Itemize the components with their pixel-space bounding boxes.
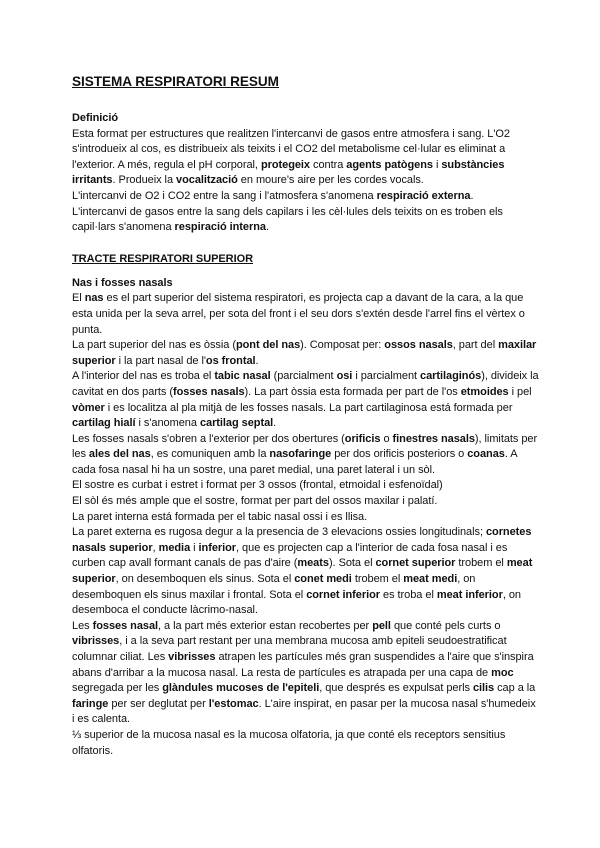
text-run: . <box>470 189 474 202</box>
bold-term: os frontal <box>205 354 256 367</box>
text-run: per ser deglutat per <box>108 697 209 710</box>
text-run: ). La part òssia esta formada per part de l'os <box>244 385 461 398</box>
text-run: i parcialment <box>352 370 421 383</box>
upper-tract-heading: TRACTE RESPIRATORI SUPERIOR <box>72 252 253 265</box>
bold-term: orificis <box>344 432 381 445</box>
bold-term: nasofaringe <box>269 448 332 461</box>
bold-term: moc <box>491 666 514 679</box>
bold-term: respiració interna <box>174 221 266 234</box>
text-run: ). Composat per: <box>300 339 385 352</box>
text-run: , <box>152 541 159 554</box>
text-run: , i a la seva part restant per una membrana mucosa amb epiteli seudoestratificat columnar ciliat. Les <box>72 635 507 663</box>
bold-term: cartilag hialí <box>72 417 136 430</box>
text-run: contra <box>310 158 347 171</box>
text-run: i s'anomena <box>135 417 200 430</box>
text-run: per dos orificis posteriors o <box>331 448 468 461</box>
text-run: La paret externa es rugosa degur a la presencia de 3 elevacions ossies longitudinals; <box>72 526 486 539</box>
bold-term: vocalització <box>176 174 238 187</box>
bold-term: l'estomac <box>208 697 259 710</box>
text-run: i <box>432 158 442 171</box>
text-run: , on desemboquen els sinus maxilar i frontal. Sota el <box>72 573 476 601</box>
text-run: El sòl és més ample que el sostre, format per part del ossos maxilar i palatí. <box>72 495 438 508</box>
text-run: o <box>380 432 393 445</box>
bold-term: meat inferior <box>436 588 503 601</box>
bold-term: fosses nasals <box>173 385 245 398</box>
bold-term: tabic nasal <box>214 370 271 383</box>
paragraph <box>72 619 540 728</box>
bold-term: glàndules mucoses de l'epiteli <box>162 682 320 695</box>
text-run: trobem el <box>351 573 404 586</box>
bold-term: pont del nas <box>235 339 301 352</box>
bold-term: nas <box>84 292 104 305</box>
bold-term: protegeix <box>260 158 310 171</box>
text-run: i pel <box>508 385 532 398</box>
text-run: cap a la <box>494 682 536 695</box>
text-run: . <box>273 417 277 430</box>
text-run: L'intercanvi de O2 i CO2 entre la sang i l'atmosfera s'anomena <box>72 189 377 202</box>
text-run: El sostre es curbat i estret i format per 3 ossos (frontal, etmoidal i esfenoïdal) <box>72 479 443 492</box>
bold-term: cartilag septal <box>199 417 274 430</box>
text-run: segregada per les <box>72 682 163 695</box>
bold-term: cartilaginós <box>420 370 482 383</box>
document-title: SISTEMA RESPIRATORI RESUM <box>72 74 279 89</box>
text-run: , on desemboquen els sinus. Sota el <box>115 573 295 586</box>
paragraph <box>72 338 540 369</box>
paragraph <box>72 127 540 189</box>
paragraph <box>72 189 540 205</box>
bold-term: ossos nasals <box>384 339 453 352</box>
text-run: El <box>72 292 85 305</box>
bold-term: fosses nasal <box>92 619 159 632</box>
text-run: La paret interna está formada per el tabic nasal ossi i es llisa. <box>72 510 368 523</box>
paragraph <box>72 510 540 526</box>
bold-term: inferior <box>198 541 237 554</box>
paragraph <box>72 728 540 759</box>
text-run: ). Sota el <box>328 557 376 570</box>
bold-term: cornet inferior <box>306 588 381 601</box>
text-run: . <box>265 221 269 234</box>
nose-subheading: Nas i fosses nasals <box>72 276 173 289</box>
bold-term: agents patògens <box>346 158 433 171</box>
text-run: en moure's aire per les cordes vocals. <box>237 174 424 187</box>
text-run: , a la part més exterior estan recobertes per <box>158 619 373 632</box>
bold-term: etmoides <box>460 385 509 398</box>
bold-term: cornet superior <box>375 557 456 570</box>
text-run: . A cada fosa nasal hi ha un sostre, una paret medial, una paret lateral i un sòl. <box>72 448 517 476</box>
text-run: , que es projecten cap a l'interior de cada fosa nasal i es curben cap avall formant canals de pas d'aire ( <box>72 541 508 570</box>
text-run: trobem el <box>455 557 507 570</box>
bold-term: cilis <box>472 682 495 695</box>
text-run: , part del <box>452 339 499 352</box>
bold-term: respiració externa <box>376 189 471 202</box>
paragraph <box>72 525 540 619</box>
bold-term: coanas <box>467 448 505 461</box>
bold-term: conet medi <box>294 573 352 586</box>
text-run: A l'interior del nas es troba el <box>72 370 215 383</box>
bold-term: meat superior <box>72 557 533 586</box>
paragraph <box>72 369 540 431</box>
text-run: ⅓ superior de la mucosa nasal es la mucosa olfatoria, ja que conté els receptors sensitius olfatoris. <box>72 728 506 757</box>
bold-term: substàncies irritants <box>72 158 505 187</box>
paragraph <box>72 432 540 479</box>
text-run: (parcialment <box>270 370 337 383</box>
paragraph <box>72 205 540 236</box>
bold-term: pell <box>372 619 391 632</box>
text-run: Esta format per estructures que realitzen l'intercanvi de gasos entre atmosfera i sang. L'O2 s'introdueix al cos, es distribueix als teixits i el CO2 del metabolisme cel·lular es eliminat a l'exterior. A més, regula el pH corporal, <box>72 127 510 171</box>
bold-term: vòmer <box>72 401 105 414</box>
text-run: i es localitza al pla mitjà de les fosses nasals. La part cartilaginosa está formada per <box>104 401 513 414</box>
text-run: ), limitats per les <box>72 432 538 461</box>
bold-term: faringe <box>72 697 109 710</box>
text-run: i <box>190 541 199 554</box>
text-run: . <box>255 354 259 367</box>
text-run: . L'aire inspirat, en pasar per la mucosa nasal s'humedeix i es calenta. <box>72 697 536 726</box>
text-run: , es comuniquen amb la <box>150 448 270 461</box>
bold-term: maxilar superior <box>72 339 537 367</box>
text-run: La part superior del nas es òssia ( <box>72 339 236 352</box>
text-run: ), divideix la cavitat en dos parts ( <box>72 370 539 398</box>
text-run: es troba el <box>380 588 437 601</box>
definition-heading: Definició <box>72 112 118 124</box>
text-run: es el part superior del sistema respiratori, es projecta cap a davant de la cara, a la que esta unida per la seva arrel, per sota del front i el seu dors s'extén desde l'arrel fins el vèrtex o punta. <box>72 292 525 336</box>
upper-tract-body <box>72 291 540 759</box>
bold-term: finestres nasals <box>392 432 475 445</box>
text-run: Les fosses nasals s'obren a l'exterior per dos obertures ( <box>72 432 345 445</box>
text-run: i la part nasal de l' <box>115 354 206 367</box>
text-run: . Produeix la <box>112 174 177 187</box>
paragraph <box>72 478 540 494</box>
text-run: atrapen les partícules més gran suspendides a l'aire que s'inspira abans d'arribar a la mucosa nasal. La resta de partícules es atrapada per una capa de <box>72 651 534 679</box>
text-run: , que després es expulsat perls <box>319 682 473 695</box>
bold-term: vibrisses <box>168 651 216 663</box>
text-run: que conté pels curts o <box>390 619 501 632</box>
paragraph <box>72 494 540 510</box>
bold-term: ales del nas <box>88 448 151 461</box>
text-run: L'intercanvi de gasos entre la sang dels capilars i les cèl·lules dels teixits on es troben els capil·lars s'anomena <box>72 205 503 234</box>
bold-term: osi <box>336 370 353 383</box>
text-run: , on desemboca el conducte làcrimo-nasal. <box>72 588 521 617</box>
paragraph <box>72 291 540 338</box>
text-run: Les <box>72 619 93 632</box>
definition-body <box>72 127 540 236</box>
bold-term: media <box>158 541 191 554</box>
bold-term: cornetes nasals superior <box>72 526 532 554</box>
bold-term: vibrisses <box>72 635 120 648</box>
bold-term: meats <box>297 557 329 570</box>
bold-term: meat medi <box>403 573 458 586</box>
